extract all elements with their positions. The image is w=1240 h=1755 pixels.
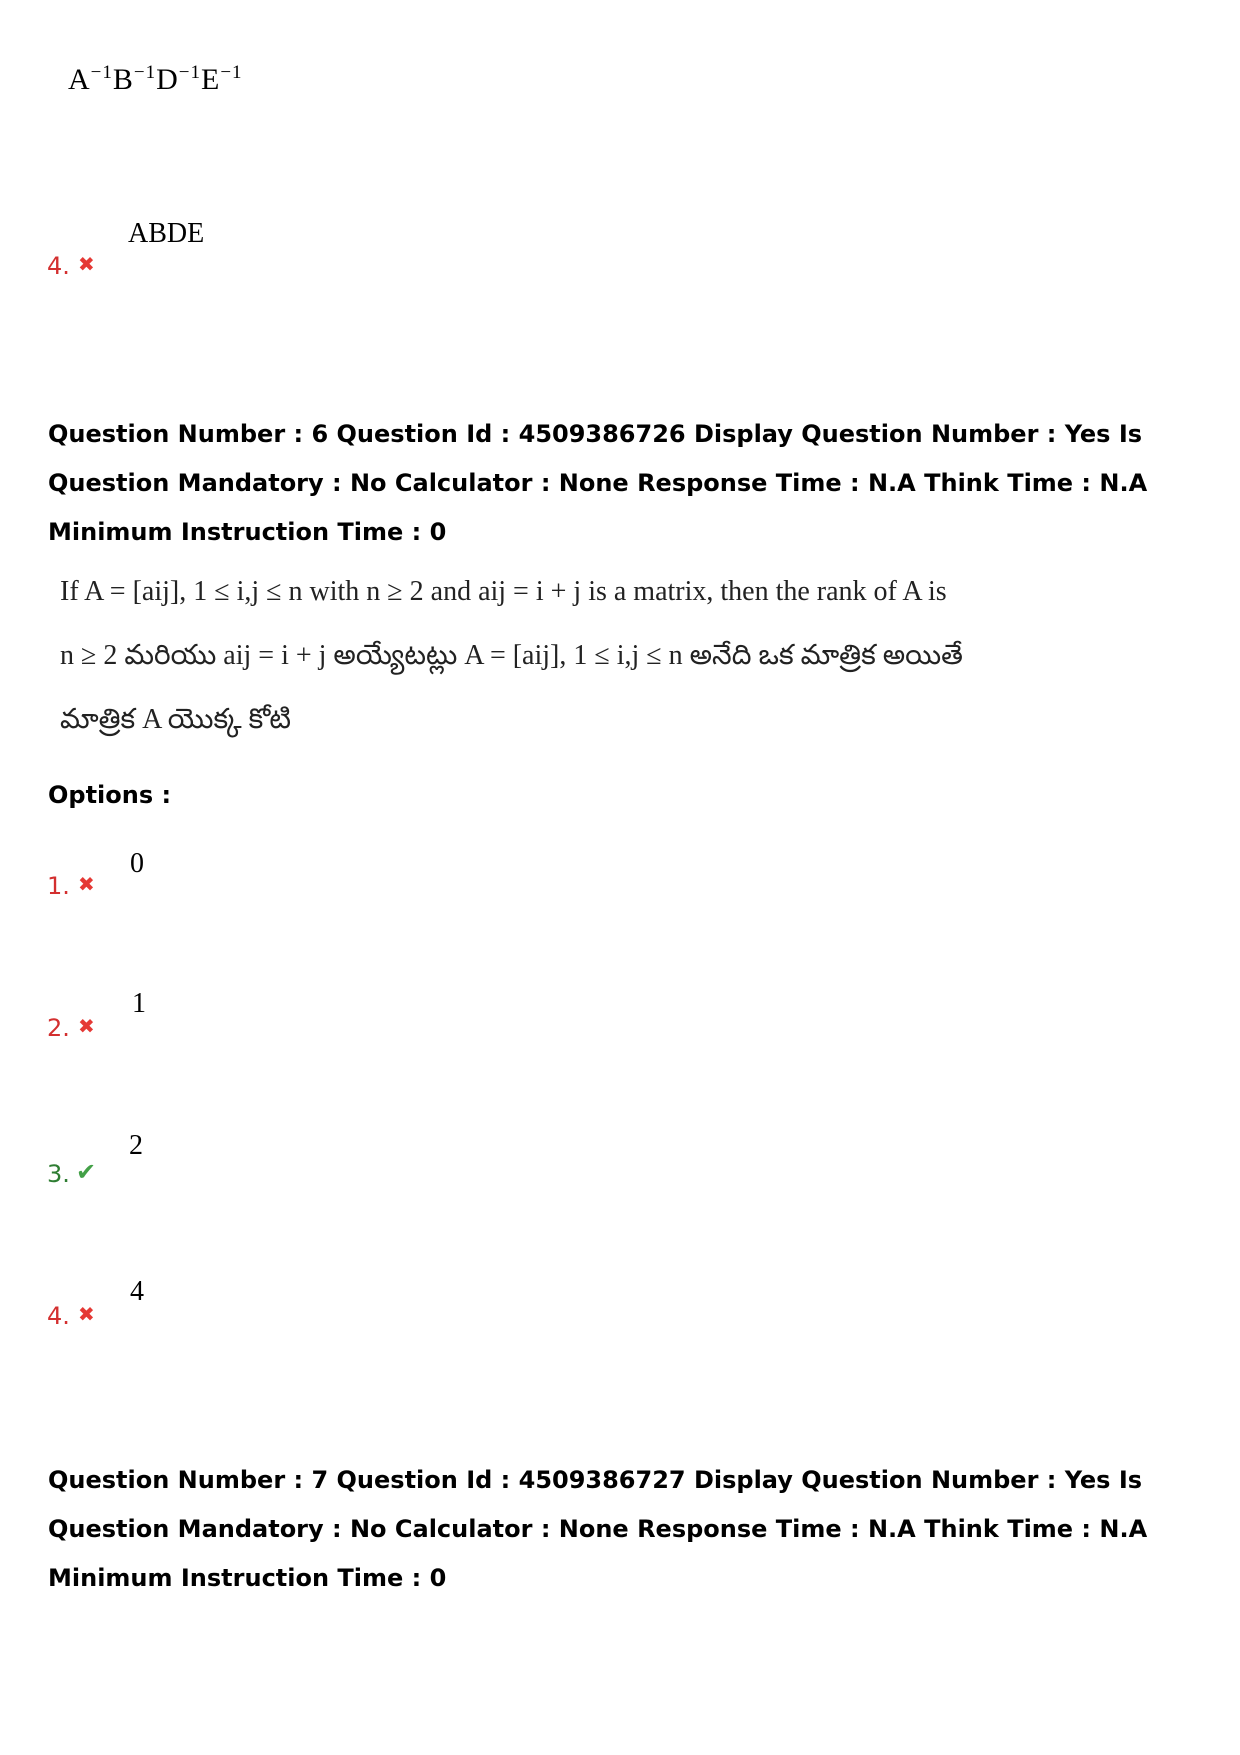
question-6-header: Question Number : 6 Question Id : 4509386726 Display Question Number : Yes Is Question Mandatory : No Calculator : None Response Time : N.A Think Time : N.A Minimum Instruction Time : 0 bbox=[48, 420, 1148, 546]
question-6-telugu-line-1: n ≥ 2 మరియు aij = i + j అయ్యేటట్లు A = [aij], 1 ≤ i,j ≤ n అనేది ఒక మాత్రిక అయితే bbox=[60, 640, 963, 671]
option-3-expression bbox=[68, 62, 243, 97]
question-6-telugu-line-2: మాత్రిక A యొక్క కోటి bbox=[60, 704, 292, 735]
wrong-icon: ✖ bbox=[78, 1302, 95, 1326]
inverse-exponent: −1 bbox=[133, 62, 157, 83]
wrong-icon: ✖ bbox=[78, 1014, 95, 1038]
question-6-english-text: If A = [aij], 1 ≤ i,j ≤ n with n ≥ 2 and aij = i + j is a matrix, then the rank of A is bbox=[60, 576, 947, 607]
inverse-exponent: −1 bbox=[220, 62, 243, 83]
question-7-header: Question Number : 7 Question Id : 4509386727 Display Question Number : Yes Is Question Mandatory : No Calculator : None Response Time : N.A Think Time : N.A Minimum Instruction Time : 0 bbox=[48, 1466, 1148, 1592]
prev-option-4-value: ABDE bbox=[128, 218, 205, 249]
option-2-value: 1 bbox=[132, 988, 146, 1019]
prev-option-4-number: 4. bbox=[47, 252, 70, 280]
inverse-exponent: −1 bbox=[178, 62, 202, 83]
options-label: Options : bbox=[48, 781, 172, 809]
option-2-number: 2. bbox=[47, 1014, 70, 1042]
wrong-icon: ✖ bbox=[78, 252, 95, 276]
inverse-exponent: −1 bbox=[90, 62, 113, 83]
wrong-icon: ✖ bbox=[78, 872, 95, 896]
option-1-value: 0 bbox=[130, 848, 144, 879]
option-4-number: 4. bbox=[47, 1302, 70, 1330]
option-3-value: 2 bbox=[129, 1130, 143, 1161]
option-1-number: 1. bbox=[47, 872, 70, 900]
matrix-D: D bbox=[156, 63, 179, 96]
matrix-B: B bbox=[112, 63, 134, 96]
option-4-value: 4 bbox=[130, 1276, 144, 1307]
matrix-E: E bbox=[201, 63, 221, 96]
check-icon: ✔ bbox=[76, 1158, 97, 1186]
option-3-number: 3. bbox=[47, 1160, 70, 1188]
matrix-A: A bbox=[68, 63, 91, 96]
